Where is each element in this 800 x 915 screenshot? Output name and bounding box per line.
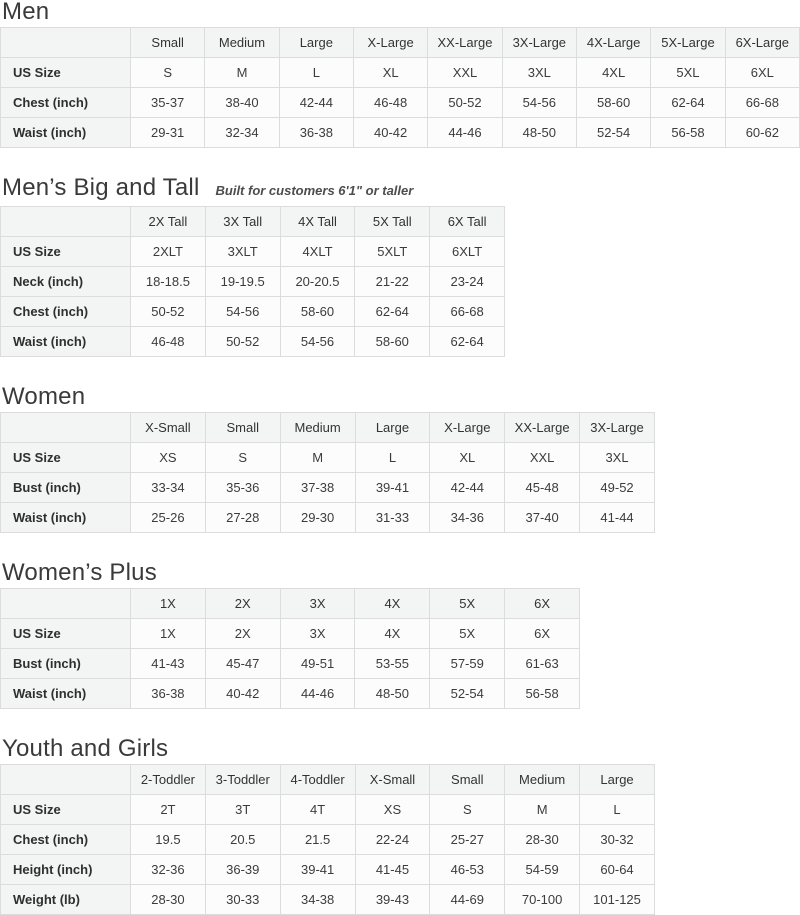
section-womens-plus xyxy=(0,561,800,709)
size-cell: 54-56 xyxy=(205,297,280,327)
size-cell: 58-60 xyxy=(576,88,650,118)
size-cell: 58-60 xyxy=(280,297,355,327)
size-cell: 29-30 xyxy=(280,503,355,533)
size-cell: 39-41 xyxy=(355,473,430,503)
size-cell: 29-31 xyxy=(131,118,205,148)
column-header: Large xyxy=(580,765,655,795)
size-cell: 2X xyxy=(205,619,280,649)
size-cell: 54-56 xyxy=(280,327,355,357)
column-header: 5X xyxy=(430,589,505,619)
size-cell: 2T xyxy=(131,795,206,825)
column-header: X-Large xyxy=(353,28,427,58)
corner-cell xyxy=(1,765,131,795)
size-cell: 3T xyxy=(205,795,280,825)
section-header-men xyxy=(0,0,800,24)
size-cell: 37-38 xyxy=(280,473,355,503)
size-cell: 50-52 xyxy=(205,327,280,357)
section-women xyxy=(0,385,800,533)
column-header: 3X Tall xyxy=(205,207,280,237)
section-title: Women xyxy=(2,383,86,410)
table-row xyxy=(1,473,655,503)
row-label: Weight (lb) xyxy=(1,885,131,915)
size-cell: 20-20.5 xyxy=(280,267,355,297)
table-row xyxy=(1,679,580,709)
size-cell: 57-59 xyxy=(430,649,505,679)
section-title: Men xyxy=(2,0,50,25)
header-row xyxy=(1,413,655,443)
row-label: Waist (inch) xyxy=(1,118,131,148)
row-label: Waist (inch) xyxy=(1,503,131,533)
row-label: Neck (inch) xyxy=(1,267,131,297)
section-header-women xyxy=(0,385,800,409)
size-cell: 30-32 xyxy=(580,825,655,855)
size-cell: XL xyxy=(353,58,427,88)
size-cell: 49-51 xyxy=(280,649,355,679)
size-cell: 49-52 xyxy=(580,473,655,503)
column-header: 6X Tall xyxy=(430,207,505,237)
header-row xyxy=(1,589,580,619)
size-cell: 53-55 xyxy=(355,649,430,679)
table-row xyxy=(1,88,800,118)
column-header: 6X xyxy=(505,589,580,619)
size-cell: 36-39 xyxy=(205,855,280,885)
column-header: Small xyxy=(205,413,280,443)
size-cell: 28-30 xyxy=(131,885,206,915)
size-cell: 6XL xyxy=(725,58,799,88)
corner-cell xyxy=(1,589,131,619)
row-label: Waist (inch) xyxy=(1,679,131,709)
section-youth-and-girls xyxy=(0,737,800,915)
size-cell: 44-69 xyxy=(430,885,505,915)
section-header-youth-and-girls xyxy=(0,737,800,761)
size-cell: 5XL xyxy=(651,58,725,88)
size-cell: 40-42 xyxy=(353,118,427,148)
size-cell: 48-50 xyxy=(355,679,430,709)
table-row xyxy=(1,267,505,297)
size-table-women xyxy=(0,412,655,533)
table-row xyxy=(1,443,655,473)
row-label: US Size xyxy=(1,443,131,473)
column-header: 4X xyxy=(355,589,430,619)
size-cell: 39-43 xyxy=(355,885,430,915)
size-cell: 37-40 xyxy=(505,503,580,533)
size-cell: 60-64 xyxy=(580,855,655,885)
column-header: 3X xyxy=(280,589,355,619)
size-cell: XS xyxy=(355,795,430,825)
row-label: US Size xyxy=(1,795,131,825)
column-header: X-Small xyxy=(355,765,430,795)
size-cell: 5X xyxy=(430,619,505,649)
size-cell: 54-59 xyxy=(505,855,580,885)
size-cell: 19.5 xyxy=(131,825,206,855)
column-header: Medium xyxy=(280,413,355,443)
size-cell: 61-63 xyxy=(505,649,580,679)
column-header: Small xyxy=(430,765,505,795)
section-men xyxy=(0,0,800,148)
column-header: 3-Toddler xyxy=(205,765,280,795)
header-row xyxy=(1,28,800,58)
size-cell: S xyxy=(205,443,280,473)
header-row xyxy=(1,207,505,237)
size-cell: 20.5 xyxy=(205,825,280,855)
size-cell: 62-64 xyxy=(430,327,505,357)
size-cell: 30-33 xyxy=(205,885,280,915)
row-label: Waist (inch) xyxy=(1,327,131,357)
size-cell: 38-40 xyxy=(205,88,279,118)
size-cell: 44-46 xyxy=(280,679,355,709)
column-header: 3X-Large xyxy=(502,28,576,58)
size-cell: 2XLT xyxy=(131,237,206,267)
size-table-womens-plus xyxy=(0,588,580,709)
size-cell: M xyxy=(505,795,580,825)
size-cell: 52-54 xyxy=(576,118,650,148)
row-label: Bust (inch) xyxy=(1,649,131,679)
size-cell: 6XLT xyxy=(430,237,505,267)
row-label: Chest (inch) xyxy=(1,825,131,855)
size-cell: 4T xyxy=(280,795,355,825)
size-cell: 39-41 xyxy=(280,855,355,885)
size-cell: 50-52 xyxy=(428,88,502,118)
size-cell: 3X xyxy=(280,619,355,649)
column-header: Medium xyxy=(205,28,279,58)
column-header: 2X Tall xyxy=(131,207,206,237)
column-header: 3X-Large xyxy=(580,413,655,443)
size-cell: 1X xyxy=(131,619,206,649)
table-row xyxy=(1,825,655,855)
size-cell: 56-58 xyxy=(651,118,725,148)
size-cell: M xyxy=(280,443,355,473)
row-label: Bust (inch) xyxy=(1,473,131,503)
table-row xyxy=(1,297,505,327)
size-cell: S xyxy=(131,58,205,88)
size-cell: 45-47 xyxy=(205,649,280,679)
size-cell: 46-48 xyxy=(353,88,427,118)
size-cell: 25-27 xyxy=(430,825,505,855)
size-cell: 34-36 xyxy=(430,503,505,533)
section-subtitle: Built for customers 6'1" or taller xyxy=(215,183,414,198)
size-cell: 33-34 xyxy=(131,473,206,503)
size-cell: 5XLT xyxy=(355,237,430,267)
size-cell: 58-60 xyxy=(355,327,430,357)
size-cell: 42-44 xyxy=(430,473,505,503)
size-cell: 56-58 xyxy=(505,679,580,709)
size-table-men xyxy=(0,27,800,148)
size-cell: 3XL xyxy=(502,58,576,88)
table-row xyxy=(1,118,800,148)
table-row xyxy=(1,503,655,533)
size-cell: XL xyxy=(430,443,505,473)
column-header: XX-Large xyxy=(505,413,580,443)
corner-cell xyxy=(1,28,131,58)
size-cell: 21-22 xyxy=(355,267,430,297)
size-cell: L xyxy=(580,795,655,825)
size-cell: 41-45 xyxy=(355,855,430,885)
size-cell: S xyxy=(430,795,505,825)
column-header: 5X-Large xyxy=(651,28,725,58)
size-cell: 41-44 xyxy=(580,503,655,533)
section-mens-big-and-tall xyxy=(0,176,800,357)
corner-cell xyxy=(1,413,131,443)
column-header: 4-Toddler xyxy=(280,765,355,795)
size-cell: 52-54 xyxy=(430,679,505,709)
size-table-mens-big-and-tall xyxy=(0,206,505,357)
size-cell: 45-48 xyxy=(505,473,580,503)
column-header: Medium xyxy=(505,765,580,795)
size-cell: 31-33 xyxy=(355,503,430,533)
corner-cell xyxy=(1,207,131,237)
size-cell: 48-50 xyxy=(502,118,576,148)
size-cell: 4XL xyxy=(576,58,650,88)
column-header: XX-Large xyxy=(428,28,502,58)
size-cell: 3XLT xyxy=(205,237,280,267)
size-cell: L xyxy=(355,443,430,473)
table-row xyxy=(1,58,800,88)
table-row xyxy=(1,619,580,649)
size-cell: XS xyxy=(131,443,206,473)
size-cell: 46-48 xyxy=(131,327,206,357)
column-header: Large xyxy=(279,28,353,58)
row-label: US Size xyxy=(1,237,131,267)
table-row xyxy=(1,649,580,679)
column-header: Large xyxy=(355,413,430,443)
column-header: 5X Tall xyxy=(355,207,430,237)
column-header: 2-Toddler xyxy=(131,765,206,795)
row-label: US Size xyxy=(1,58,131,88)
size-cell: 18-18.5 xyxy=(131,267,206,297)
row-label: Height (inch) xyxy=(1,855,131,885)
row-label: Chest (inch) xyxy=(1,88,131,118)
section-title: Youth and Girls xyxy=(2,735,169,762)
column-header: 2X xyxy=(205,589,280,619)
column-header: 4X-Large xyxy=(576,28,650,58)
size-cell: 66-68 xyxy=(725,88,799,118)
size-cell: 36-38 xyxy=(279,118,353,148)
table-row xyxy=(1,327,505,357)
size-cell: 23-24 xyxy=(430,267,505,297)
section-title: Women’s Plus xyxy=(2,559,157,586)
section-header-mens-big-and-tall xyxy=(0,176,800,203)
size-cell: 44-46 xyxy=(428,118,502,148)
size-cell: 42-44 xyxy=(279,88,353,118)
row-label: Chest (inch) xyxy=(1,297,131,327)
table-row xyxy=(1,885,655,915)
size-cell: 62-64 xyxy=(651,88,725,118)
section-header-womens-plus xyxy=(0,561,800,585)
size-cell: 60-62 xyxy=(725,118,799,148)
header-row xyxy=(1,765,655,795)
size-cell: 6X xyxy=(505,619,580,649)
size-cell: 41-43 xyxy=(131,649,206,679)
size-cell: 32-36 xyxy=(131,855,206,885)
size-cell: 4XLT xyxy=(280,237,355,267)
size-cell: 21.5 xyxy=(280,825,355,855)
section-title: Men’s Big and Tall xyxy=(2,174,200,201)
size-cell: 40-42 xyxy=(205,679,280,709)
size-cell: XXL xyxy=(428,58,502,88)
size-cell: 35-36 xyxy=(205,473,280,503)
table-row xyxy=(1,855,655,885)
size-table-youth-and-girls xyxy=(0,764,655,915)
column-header: 4X Tall xyxy=(280,207,355,237)
size-cell: 66-68 xyxy=(430,297,505,327)
size-cell: 32-34 xyxy=(205,118,279,148)
size-cell: 62-64 xyxy=(355,297,430,327)
size-cell: 70-100 xyxy=(505,885,580,915)
size-cell: 101-125 xyxy=(580,885,655,915)
size-cell: 3XL xyxy=(580,443,655,473)
column-header: X-Large xyxy=(430,413,505,443)
size-cell: 46-53 xyxy=(430,855,505,885)
size-cell: 54-56 xyxy=(502,88,576,118)
column-header: X-Small xyxy=(131,413,206,443)
size-cell: XXL xyxy=(505,443,580,473)
size-cell: M xyxy=(205,58,279,88)
size-cell: 50-52 xyxy=(131,297,206,327)
size-cell: 35-37 xyxy=(131,88,205,118)
row-label: US Size xyxy=(1,619,131,649)
column-header: 6X-Large xyxy=(725,28,799,58)
size-cell: 25-26 xyxy=(131,503,206,533)
size-cell: 36-38 xyxy=(131,679,206,709)
size-cell: 34-38 xyxy=(280,885,355,915)
table-row xyxy=(1,795,655,825)
column-header: Small xyxy=(131,28,205,58)
size-cell: 28-30 xyxy=(505,825,580,855)
size-cell: 19-19.5 xyxy=(205,267,280,297)
size-cell: L xyxy=(279,58,353,88)
size-cell: 27-28 xyxy=(205,503,280,533)
table-row xyxy=(1,237,505,267)
size-cell: 22-24 xyxy=(355,825,430,855)
column-header: 1X xyxy=(131,589,206,619)
size-cell: 4X xyxy=(355,619,430,649)
